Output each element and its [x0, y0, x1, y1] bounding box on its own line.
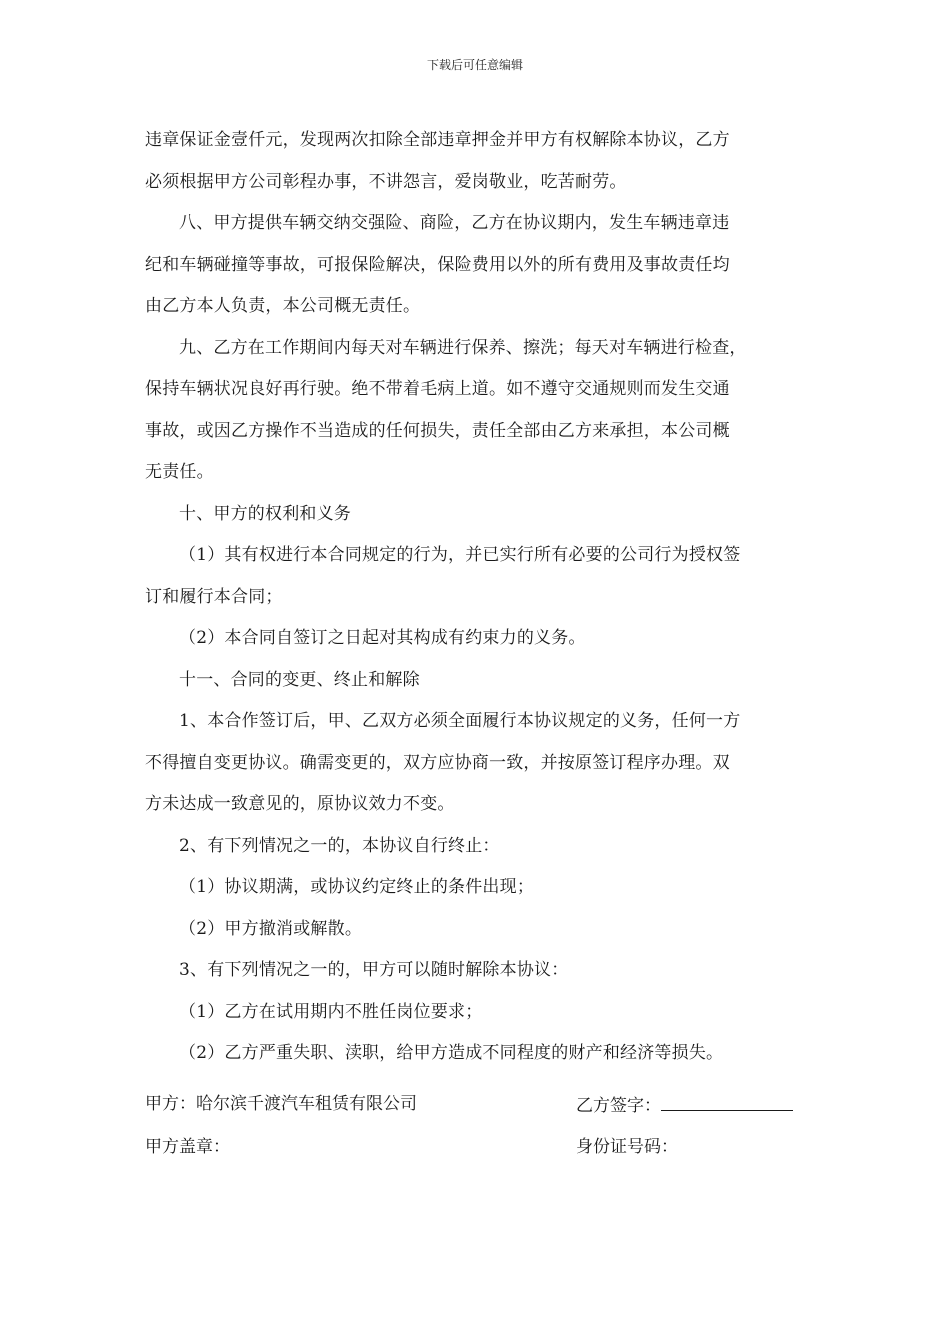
paragraph-line: 违章保证金壹仟元，发现两次扣除全部违章押金并甲方有权解除本协议，乙方: [145, 130, 730, 150]
termination-case-1: （1）协议期满，或协议约定终止的条件出现；: [179, 877, 535, 897]
party-a-seal-label: 甲方盖章：: [145, 1137, 230, 1157]
dismissal-case-2: （2）乙方严重失职、渎职，给甲方造成不同程度的财产和经济等损失。: [179, 1043, 724, 1063]
clause-ten-item-1: （1）其有权进行本合同规定的行为，并已实行所有必要的公司行为授权签: [179, 545, 741, 565]
clause-eleven-item-2: 2、有下列情况之一的，本协议自行终止：: [179, 835, 500, 856]
page-header: 下载后可任意编辑: [426, 58, 523, 72]
dismissal-case-1: （1）乙方在试用期内不胜任岗位要求；: [179, 1001, 483, 1022]
clause-eleven-item-3: 3、有下列情况之一的，甲方可以随时解除本协议：: [179, 960, 569, 980]
paragraph-line: 保持车辆状况良好再行驶。绝不带着毛病上道。如不遵守交通规则而发生交通: [145, 379, 730, 399]
clause-nine: 九、乙方在工作期间内每天对车辆进行保养、擦洗；每天对车辆进行检查，: [179, 337, 747, 358]
paragraph-line: 方未达成一致意见的，原协议效力不变。: [145, 794, 455, 814]
paragraph-line: 无责任。: [145, 462, 214, 482]
clause-eleven-item-1: 1、本合作签订后，甲、乙双方必须全面履行本协议规定的义务，任何一方: [179, 711, 741, 731]
paragraph-line: 必须根据甲方公司彰程办事，不讲怨言，爱岗敬业，吃苦耐劳。: [145, 171, 627, 192]
paragraph-line: 由乙方本人负责，本公司概无责任。: [145, 296, 421, 316]
clause-eleven-heading: 十一、合同的变更、终止和解除: [179, 669, 420, 690]
clause-ten-heading: 十、甲方的权利和义务: [179, 503, 351, 524]
termination-case-2: （2）甲方撤消或解散。: [179, 918, 363, 939]
paragraph-line: 不得擅自变更协议。确需变更的，双方应协商一致，并按原签订程序办理。双: [145, 752, 730, 773]
clause-eight: 八、甲方提供车辆交纳交强险、商险，乙方在协议期内，发生车辆违章违: [179, 213, 730, 233]
party-a-label: 甲方：哈尔滨千渡汽车租赁有限公司: [145, 1094, 417, 1114]
paragraph-line: 订和履行本合同；: [145, 586, 283, 607]
contract-body: [145, 120, 810, 1075]
party-b-signature: [576, 1092, 793, 1118]
paragraph-line: 纪和车辆碰撞等事故，可报保险解决，保险费用以外的所有费用及事故责任均: [145, 254, 730, 275]
clause-ten-item-2: （2）本合同自签订之日起对其构成有约束力的义务。: [179, 628, 586, 648]
id-number-label: 身份证号码：: [576, 1137, 678, 1157]
paragraph-line: 事故，或因乙方操作不当造成的任何损失，责任全部由乙方来承担，本公司概: [145, 420, 730, 441]
party-b-sign-label: 乙方签字：: [576, 1096, 661, 1116]
signature-line: [661, 1092, 793, 1111]
